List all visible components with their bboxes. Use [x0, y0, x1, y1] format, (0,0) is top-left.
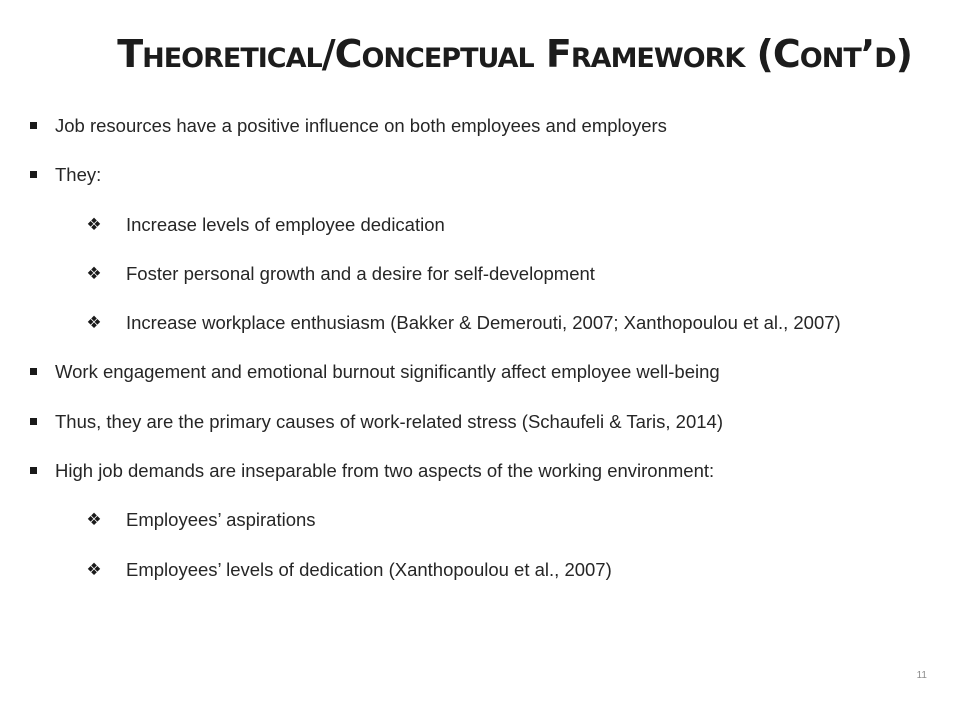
square-bullet-icon — [30, 122, 37, 129]
square-bullet-icon — [30, 368, 37, 375]
sub-bullet-text: Increase workplace enthusiasm (Bakker & Demerouti, 2007; Xanthopoulou et al., 2007) — [126, 312, 841, 334]
bullet-text: They: — [55, 164, 102, 186]
diamond-bullet-icon: ❖ — [86, 559, 102, 580]
diamond-bullet-icon: ❖ — [86, 214, 102, 235]
diamond-bullet-icon: ❖ — [86, 510, 102, 531]
bullet-text: High job demands are inseparable from two aspects of the working environment: — [55, 460, 715, 482]
slide-title: Theoretical/Conceptual Framework (Cont’d) — [117, 32, 912, 76]
bullet-text: Work engagement and emotional burnout significantly affect employee well-being — [55, 361, 720, 383]
bullet-list — [0, 106, 960, 599]
square-bullet-icon — [30, 171, 37, 178]
bullet-item — [0, 402, 960, 451]
sub-bullet-item — [0, 550, 960, 599]
page-number: 11 — [916, 670, 927, 681]
sub-bullet-item — [0, 303, 960, 352]
sub-bullet-text: Increase levels of employee dedication — [126, 213, 445, 235]
bullet-item — [0, 352, 960, 401]
bullet-text: Job resources have a positive influence on both employees and employers — [55, 115, 667, 136]
sub-bullet-item — [0, 500, 960, 549]
sub-bullet-text: Foster personal growth and a desire for self-development — [126, 262, 595, 284]
bullet-item — [0, 451, 960, 500]
bullet-item — [0, 106, 960, 155]
sub-bullet-item — [0, 205, 960, 254]
bullet-text: Thus, they are the primary causes of work-related stress (Schaufeli & Taris, 2014) — [55, 410, 723, 432]
diamond-bullet-icon: ❖ — [86, 263, 102, 284]
sub-bullet-text: Employees’ levels of dedication (Xanthopoulou et al., 2007) — [126, 558, 612, 580]
sub-bullet-item — [0, 254, 960, 303]
square-bullet-icon — [30, 418, 37, 425]
diamond-bullet-icon: ❖ — [86, 313, 102, 334]
sub-bullet-text: Employees’ aspirations — [126, 509, 316, 531]
bullet-item — [0, 155, 960, 204]
square-bullet-icon — [30, 467, 37, 474]
